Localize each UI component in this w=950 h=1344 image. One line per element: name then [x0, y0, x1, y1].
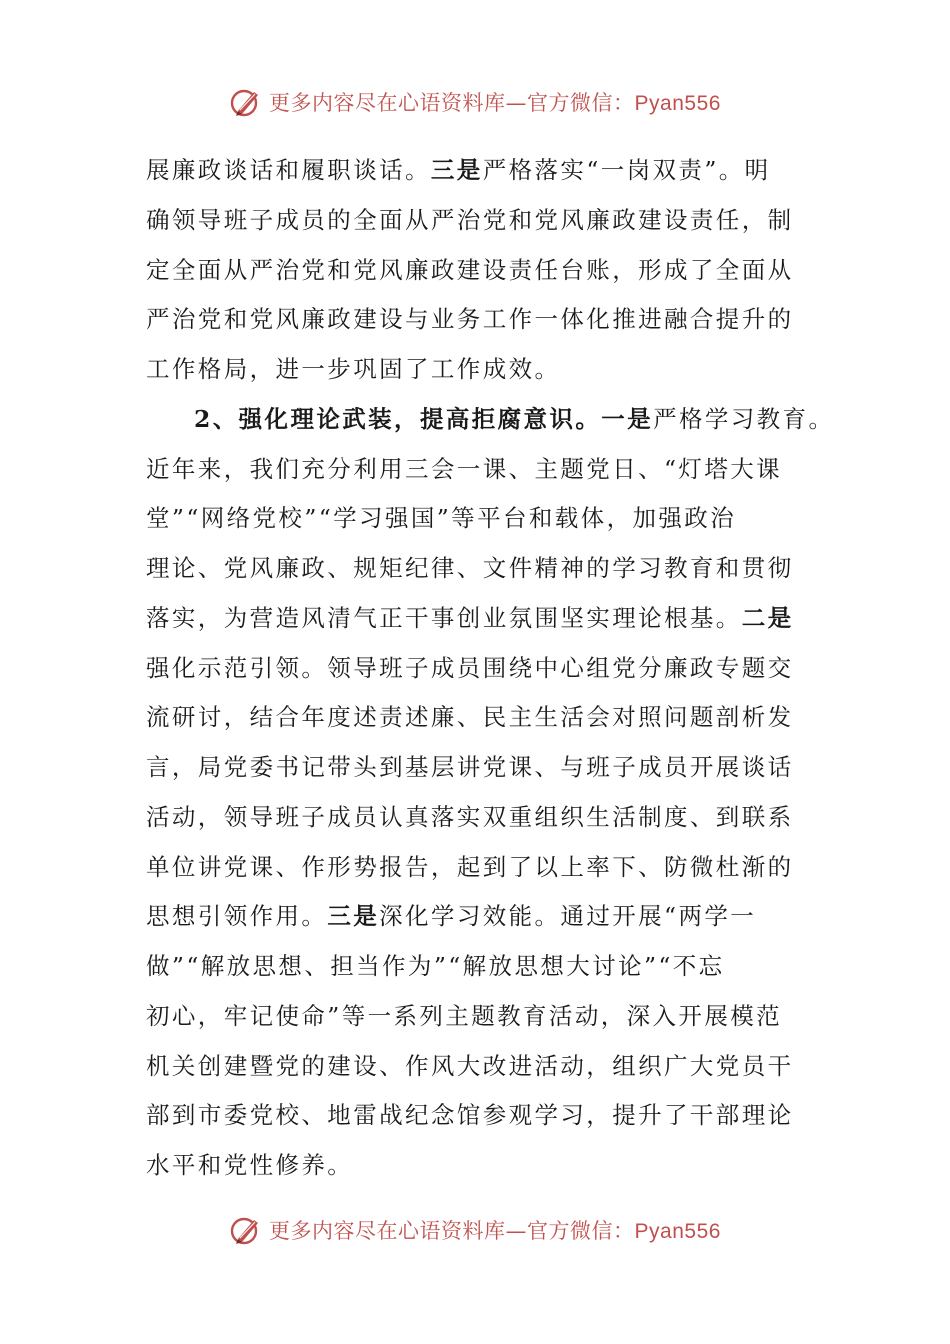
text-line	[146, 295, 832, 345]
watermark-banner-bottom	[0, 1210, 950, 1250]
text-segment: 定全面从严治党和党风廉政建设责任台账，形成了全面从	[146, 255, 794, 284]
text-segment: 初心，牢记使命”等一系列主题教育活动，深入开展模范	[146, 1001, 783, 1030]
text-line	[146, 146, 832, 196]
text-segment: 部到市委党校、地雷战纪念馆参观学习，提升了干部理论	[146, 1101, 794, 1130]
text-segment: 流研讨，结合年度述责述廉、民主生活会对照问题剖析发	[146, 703, 794, 732]
text-segment: 工作格局，进一步巩固了工作成效。	[146, 355, 561, 383]
watermark-banner-top	[0, 82, 950, 122]
text-line	[146, 594, 832, 644]
text-line	[146, 1091, 832, 1141]
pen-logo-icon	[229, 1213, 263, 1247]
text-line	[146, 196, 832, 246]
bold-text: 三是	[430, 156, 483, 184]
text-segment: 言，局党委书记带头到基层讲党课、与班子成员开展谈话	[146, 753, 794, 781]
text-segment: 单位讲党课、作形势报告，起到了以上率下、防微杜渐的	[146, 852, 794, 881]
text-line	[146, 793, 832, 843]
text-line	[146, 395, 835, 445]
text-line	[146, 345, 832, 395]
text-line	[146, 1141, 832, 1191]
text-segment: 确领导班子成员的全面从严治党和党风廉政建设责任，制	[146, 205, 794, 234]
text-segment: 近年来，我们充分利用三会一课、主题党日、“灯塔大课	[146, 454, 783, 483]
bold-text: 2、强化理论武装，提高拒腐意识。一是	[194, 404, 654, 433]
bold-text: 二是	[741, 603, 794, 632]
text-line	[146, 992, 832, 1042]
text-line	[146, 544, 832, 594]
text-segment: 深化学习效能。通过开展“两学一	[379, 902, 757, 931]
document-body	[146, 146, 835, 1191]
text-line	[146, 1042, 832, 1092]
text-segment: 严格学习教育。	[653, 404, 835, 433]
text-segment: 堂”“网络党校”“学习强国”等平台和载体，加强政治	[146, 504, 737, 533]
text-line	[146, 743, 832, 793]
text-line	[146, 246, 832, 296]
text-segment: 严治党和党风廉政建设与业务工作一体化推进融合提升的	[146, 305, 794, 334]
text-segment: 做”“解放思想、担当作为”“解放思想大讨论”“不忘	[146, 952, 725, 980]
text-line	[146, 843, 832, 893]
text-line	[146, 494, 832, 544]
text-segment: 理论、党风廉政、规矩纪律、文件精神的学习教育和贯彻	[146, 554, 794, 582]
text-segment: 水平和党性修养。	[146, 1151, 354, 1179]
text-line	[146, 942, 832, 992]
watermark-text: 更多内容尽在心语资料库—官方微信：Pyan556	[269, 91, 721, 115]
text-segment: 机关创建暨党的建设、作风大改进活动，组织广大党员干	[146, 1051, 794, 1080]
text-line	[146, 445, 832, 495]
watermark-text: 更多内容尽在心语资料库—官方微信：Pyan556	[269, 1219, 721, 1243]
text-line	[146, 644, 832, 694]
text-line	[146, 892, 832, 942]
text-segment: 严格落实“一岗双责”。明	[482, 156, 771, 184]
text-segment: 活动，领导班子成员认真落实双重组织生活制度、到联系	[146, 802, 794, 831]
bold-text: 三是	[327, 902, 380, 931]
pen-logo-icon	[229, 85, 263, 119]
text-line	[146, 693, 832, 743]
text-segment: 强化示范引领。领导班子成员围绕中心组党分廉政专题交	[146, 653, 794, 682]
text-segment: 落实，为营造风清气正干事创业氛围坚实理论根基。	[146, 603, 742, 632]
text-segment: 思想引领作用。	[146, 902, 328, 931]
text-segment: 展廉政谈话和履职谈话。	[146, 156, 431, 184]
